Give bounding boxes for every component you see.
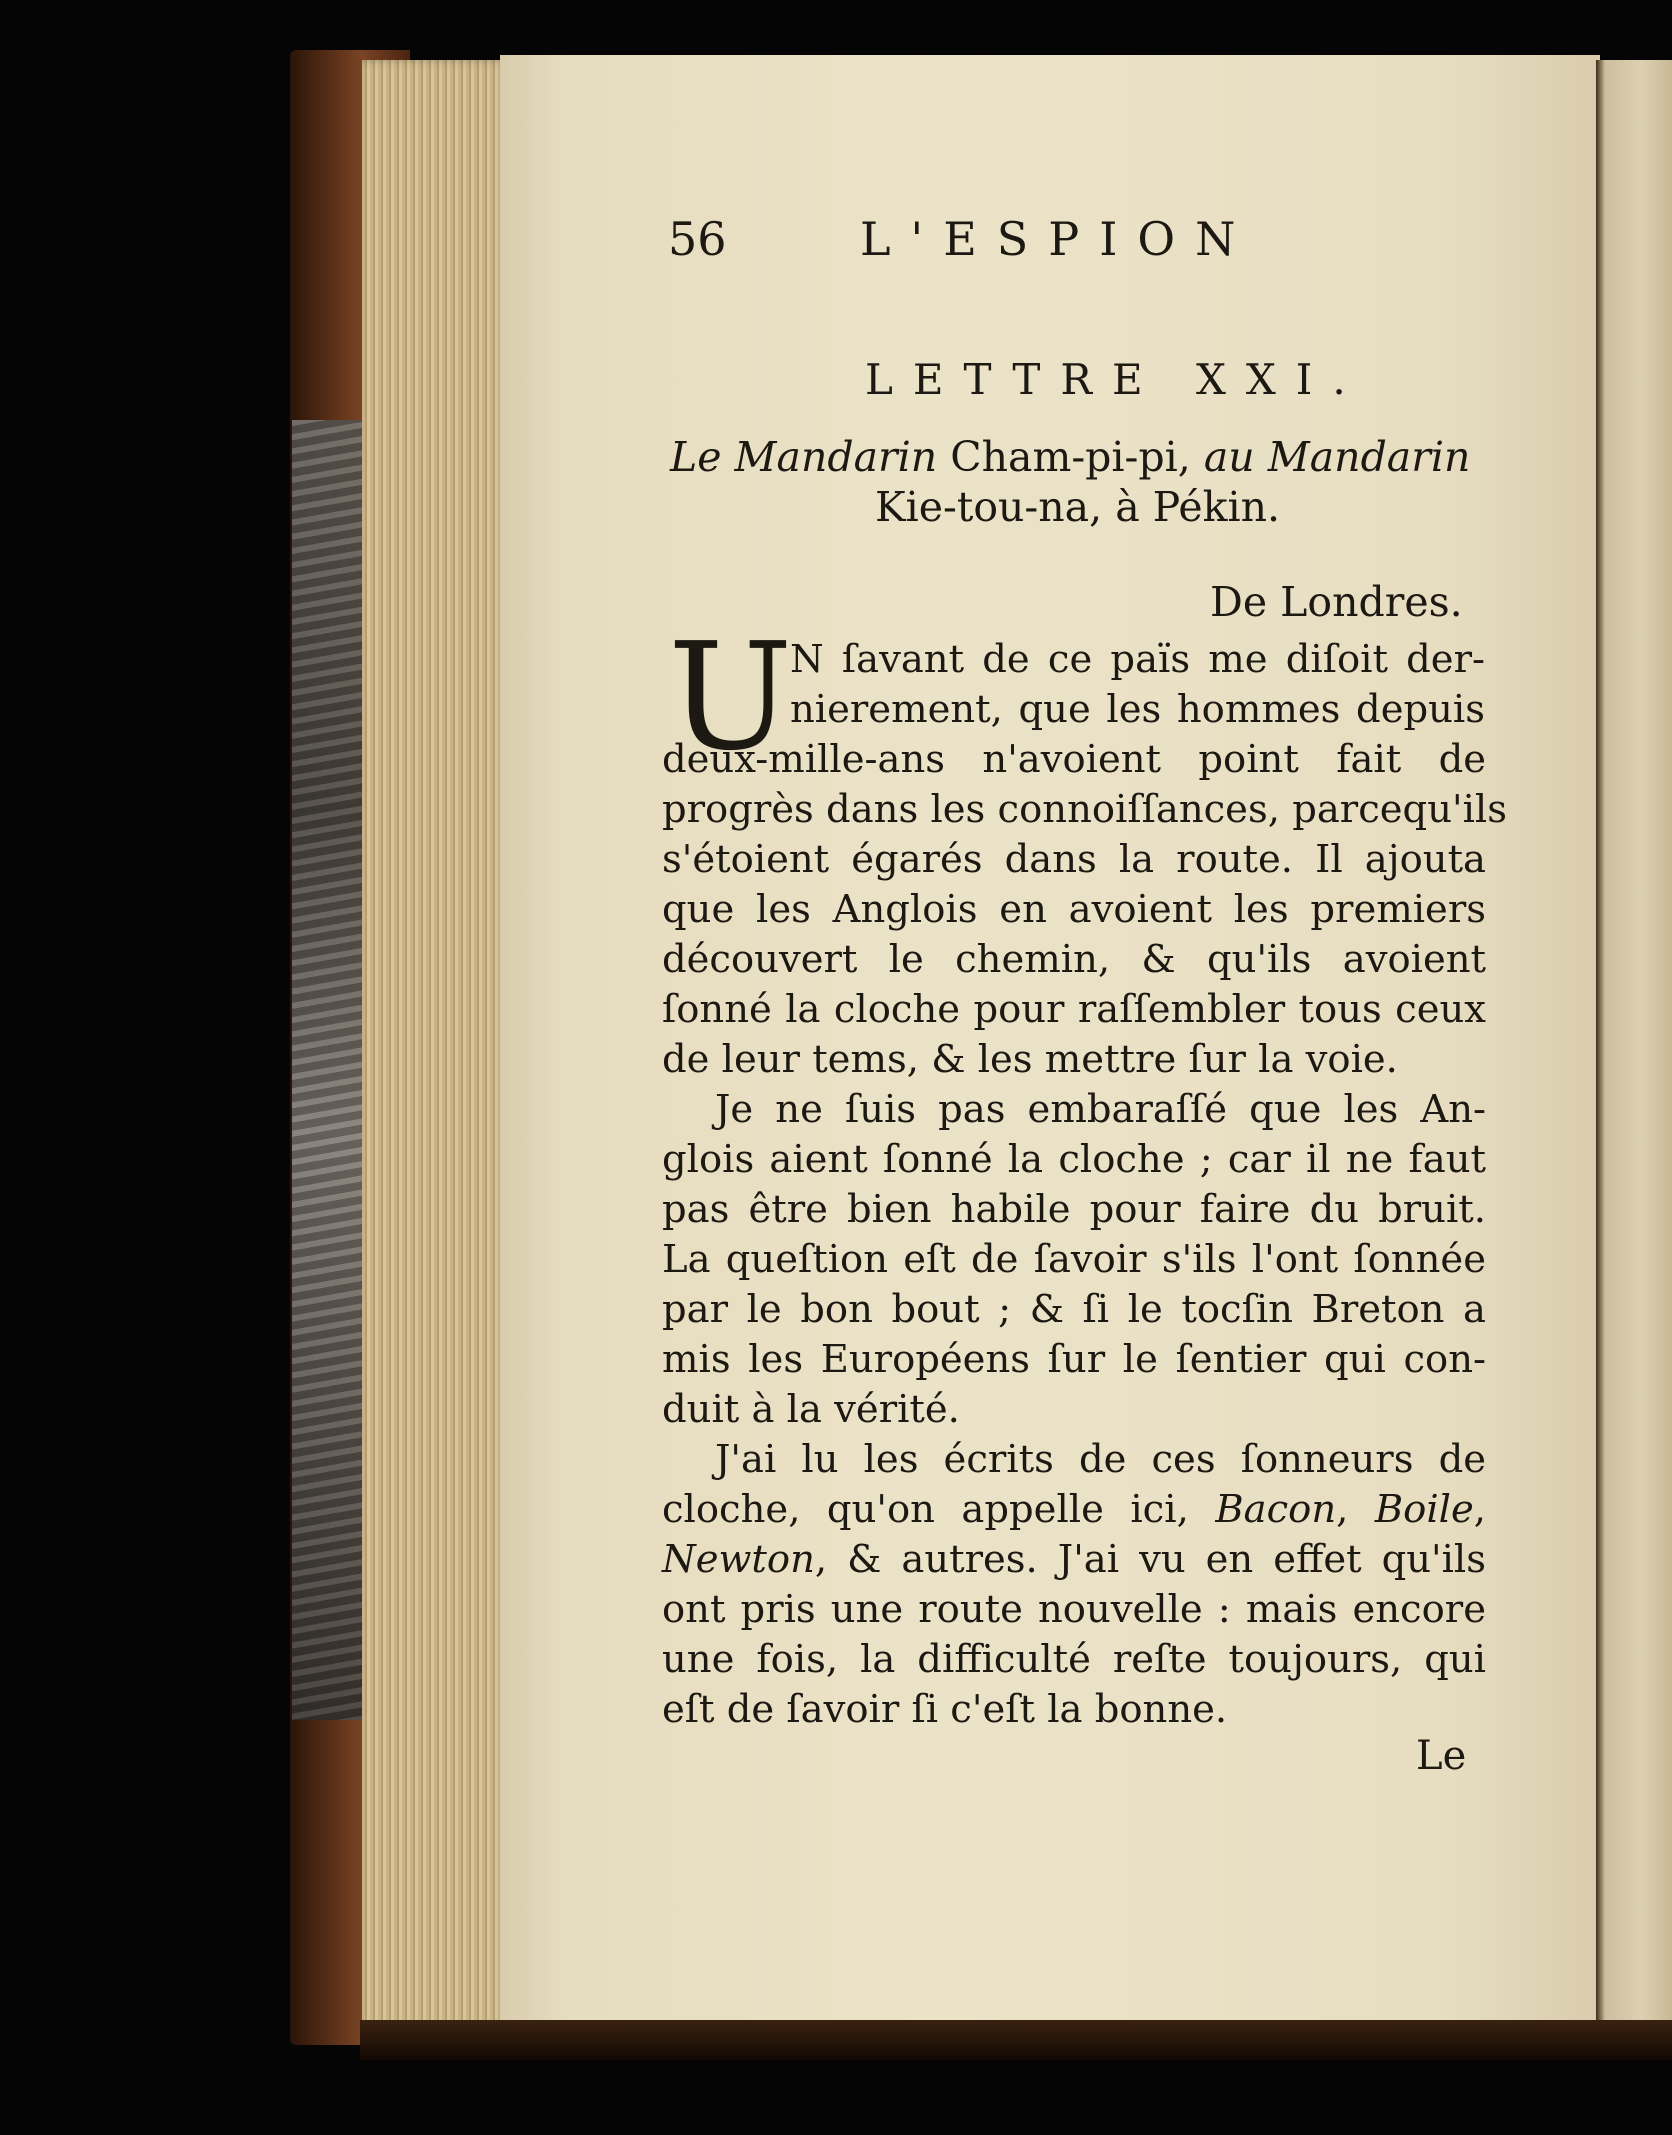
text-line: par le bon bout ; & ſi le tocſin Breton a bbox=[662, 1287, 1486, 1332]
catchword: Le bbox=[1416, 1733, 1467, 1779]
text-line: La queſtion eſt de ſavoir s'ils l'ont ſonnée bbox=[662, 1237, 1486, 1282]
text-line: progrès dans les connoiſſances, parcequ'ils bbox=[662, 787, 1507, 832]
name-newton: Newton bbox=[662, 1537, 815, 1582]
facing-page-edge bbox=[1596, 60, 1672, 2035]
address-line-1 bbox=[670, 433, 1470, 481]
text-segment: , & autres. J'ai vu en effet qu'ils bbox=[814, 1537, 1486, 1582]
page-number: 56 bbox=[668, 212, 727, 266]
running-title: L'ESPION bbox=[860, 212, 1256, 266]
name-bacon: Bacon bbox=[1215, 1487, 1337, 1532]
text-line: s'étoient égarés dans la route. Il ajouta bbox=[662, 837, 1486, 882]
text-line: eſt de ſavoir ſi c'eſt la bonne. bbox=[662, 1687, 1228, 1732]
text-line: cloche, qu'on appelle ici, Bacon, Boile, bbox=[662, 1487, 1487, 1532]
drop-cap: U bbox=[668, 611, 793, 783]
text-line bbox=[662, 1536, 1486, 1584]
address-prefix: Le Mandarin bbox=[670, 433, 938, 481]
text-line: duit à la vérité. bbox=[662, 1387, 960, 1432]
text-line: pas être bien habile pour faire du bruit. bbox=[662, 1187, 1486, 1232]
text-line: découvert le chemin, & qu'ils avoient bbox=[662, 937, 1486, 982]
text-line: Je ne ſuis pas embaraſſé que les An- bbox=[715, 1087, 1486, 1132]
text-line: de leur tems, & les mettre ſur la voie. bbox=[662, 1037, 1398, 1082]
text-line: deux-mille-ans n'avoient point fait de bbox=[662, 737, 1486, 782]
text-line: glois aient ſonné la cloche ; car il ne faut bbox=[662, 1137, 1486, 1182]
letter-place: De Londres. bbox=[1210, 578, 1463, 626]
page-edges bbox=[362, 60, 512, 2035]
marbled-board bbox=[292, 420, 372, 1720]
address-recipient-title: Mandarin bbox=[1267, 433, 1471, 481]
text-line: mis les Européens ſur le ſentier qui con- bbox=[662, 1337, 1486, 1382]
text-line: ont pris une route nouvelle : mais encore bbox=[662, 1587, 1486, 1632]
address-line-2: Kie-tou-na, à Pékin. bbox=[875, 483, 1281, 531]
text-line: N ſavant de ce païs me diſoit der- bbox=[790, 637, 1485, 682]
book-bottom-edge bbox=[360, 2020, 1672, 2060]
text-line: ſonné la cloche pour raſſembler tous ceux bbox=[662, 987, 1486, 1032]
text-line: nierement, que les hommes depuis bbox=[790, 687, 1485, 732]
text-segment: cloche, qu'on appelle ici, bbox=[662, 1487, 1189, 1532]
text-line: que les Anglois en avoient les premiers bbox=[662, 887, 1486, 932]
letter-title: LETTRE XXI. bbox=[865, 355, 1366, 404]
text-line: une fois, la difficulté reſte toujours, qui bbox=[662, 1637, 1486, 1682]
address-mid: au bbox=[1203, 433, 1255, 481]
address-sender: Cham-pi-pi, bbox=[950, 433, 1191, 481]
name-boile: Boile bbox=[1374, 1487, 1474, 1532]
text-line: J'ai lu les écrits de ces ſonneurs de bbox=[715, 1437, 1486, 1482]
